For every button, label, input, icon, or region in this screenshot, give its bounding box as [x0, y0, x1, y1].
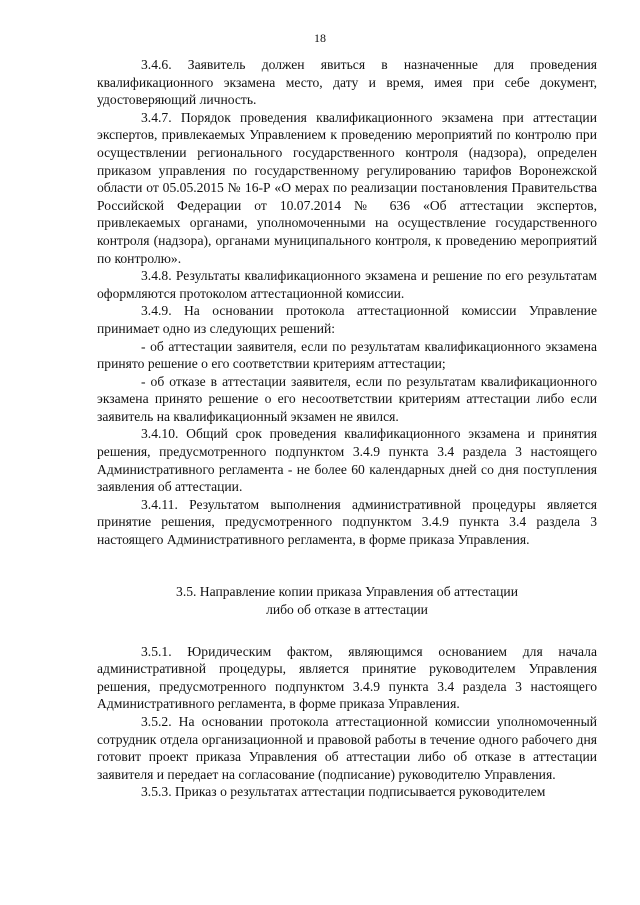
- section-title-line-2: либо об отказе в аттестации: [266, 601, 428, 617]
- paragraph-3-5-3: 3.5.3. Приказ о результатах аттестации подписывается руководителем: [141, 784, 546, 800]
- paragraph-3-5-1: 3.5.1. Юридическим фактом, являющимся основанием для начала административной процедуры, является принятие руководителем Управления решения, предусмотренного подпунктом 3.4.9 пункта 3.4 раздела 3 настоящего Административного регламента, в форме приказа Управления.: [97, 643, 597, 712]
- section-title-3-5: [97, 583, 597, 619]
- list-item-refusal: - об отказе в аттестации заявителя, если по результатам квалификационного экзамена принято решение о его несоответствии критериям аттестации либо если заявитель на квалификационный экзамен не явился.: [97, 373, 597, 424]
- section-title-line-1: 3.5. Направление копии приказа Управления об аттестации: [176, 583, 518, 599]
- paragraph-3-4-6: 3.4.6. Заявитель должен явиться в назначенные для проведения квалификационного экзамена место, дату и время, имея при себе документ, удостоверяющий личность.: [97, 57, 597, 108]
- paragraph-3-4-7: 3.4.7. Порядок проведения квалификационного экзамена при аттестации экспертов, привлекаемых Управлением к проведению мероприятий по контролю при осуществлении регионального государственного контроля (надзора), определен приказом управления по государственному регулированию тарифов Воронежской области от 05.05.2015 № 16-Р «О мерах по реализации постановления Правительства Российской Федерации от 10.07.2014 № 636 «Об аттестации экспертов, привлекаемых органами, уполномоченными на осуществление государственного контроля (надзора), органами муниципального контроля, к проведению мероприятий по контролю».: [97, 109, 597, 266]
- paragraph-3-4-11: 3.4.11. Результатом выполнения административной процедуры является принятие решения, предусмотренного подпунктом 3.4.9 пункта 3.4 раздела 3 настоящего Административного регламента, в форме приказа Управления.: [97, 496, 597, 548]
- list-item-attestation: - об аттестации заявителя, если по результатам квалификационного экзамена принято решение о его соответствии критериям аттестации;: [97, 338, 597, 372]
- paragraph-3-5-2: 3.5.2. На основании протокола аттестационной комиссии уполномоченный сотрудник отдела организационной и правовой работы в течение одного рабочего дня готовит проект приказа Управления об аттестации либо об отказе в аттестации заявителя и передает на согласование (подписание) руководителю Управления.: [97, 714, 597, 782]
- paragraph-3-4-10: 3.4.10. Общий срок проведения квалификационного экзамена и принятия решения, предусмотренного подпунктом 3.4.9 пункта 3.4 раздела 3 настоящего Административного регламента - не более 60 календарных дней со дня поступления заявления об аттестации.: [97, 426, 597, 495]
- paragraph-3-4-8: 3.4.8. Результаты квалификационного экзамена и решение по его результатам оформляются протоколом аттестационной комиссии.: [97, 268, 597, 301]
- document-body: [97, 56, 597, 801]
- page-number: 18: [314, 31, 326, 45]
- paragraph-3-4-9: 3.4.9. На основании протокола аттестационной комиссии Управление принимает одно из следующих решений:: [97, 303, 597, 336]
